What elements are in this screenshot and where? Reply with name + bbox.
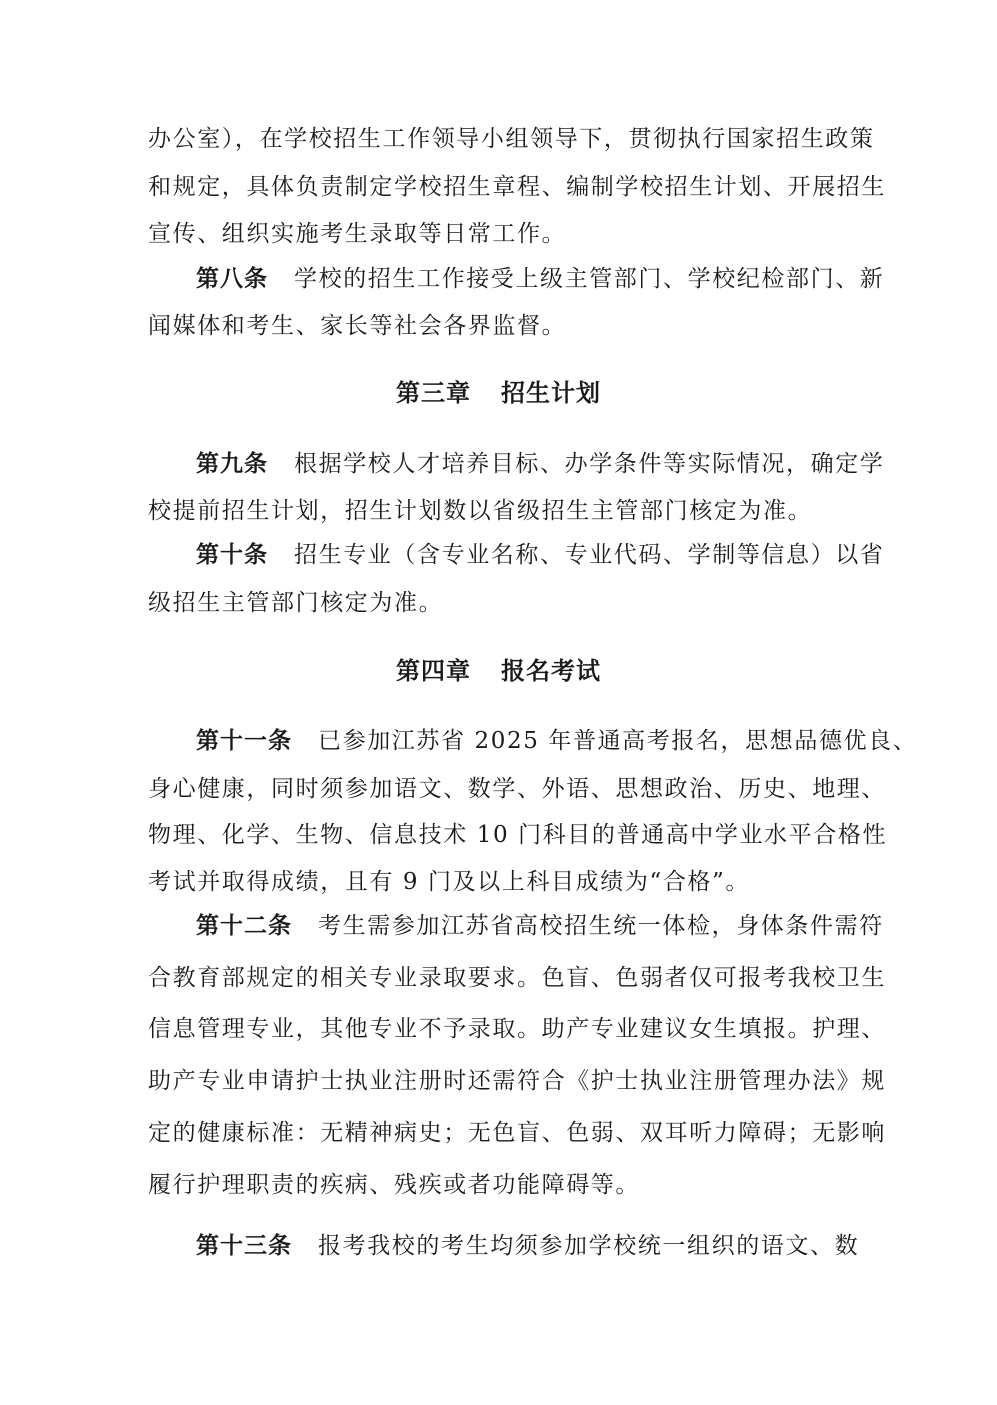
- article-text: 报考我校的考生均须参加学校统一组织的语文、数: [318, 1233, 860, 1259]
- chapter-number: 第三章: [396, 379, 471, 407]
- body-line: 考试并取得成绩，且有 9 门及以上科目成绩为“合格”。: [148, 869, 750, 895]
- article-text: 招生专业（含专业名称、专业代码、学制等信息）以省: [294, 542, 885, 568]
- body-line: 合教育部规定的相关专业录取要求。色盲、色弱者仅可报考我校卫生: [148, 965, 886, 991]
- chapter-title: 招生计划: [501, 379, 601, 407]
- body-line: 定的健康标准：无精神病史；无色盲、色弱、双耳听力障碍；无影响: [148, 1120, 886, 1146]
- article-text: 已参加江苏省 2025 年普通高考报名，思想品德优良、: [318, 728, 918, 754]
- article-label: 第十二条: [196, 913, 292, 939]
- body-line: 闻媒体和考生、家长等社会各界监督。: [148, 313, 567, 339]
- body-line: 宣传、组织实施考生录取等日常工作。: [148, 221, 567, 247]
- article-10-first-line: [196, 540, 885, 570]
- article-label: 第十一条: [196, 728, 292, 754]
- article-8-first-line: [196, 264, 885, 294]
- article-text: 学校的招生工作接受上级主管部门、学校纪检部门、新: [294, 266, 885, 292]
- article-text: 根据学校人才培养目标、办学条件等实际情况，确定学: [294, 451, 885, 477]
- body-line: 信息管理专业，其他专业不予录取。助产专业建议女生填报。护理、: [148, 1016, 886, 1042]
- article-text: 考生需参加江苏省高校招生统一体检，身体条件需符: [318, 913, 884, 939]
- body-line: 履行护理职责的疾病、残疾或者功能障碍等。: [148, 1172, 640, 1198]
- body-line: 级招生主管部门核定为准。: [148, 590, 444, 616]
- chapter-heading: [0, 378, 997, 408]
- chapter-number: 第四章: [396, 657, 471, 685]
- article-11-first-line: [196, 726, 918, 756]
- body-line: 和规定，具体负责制定学校招生章程、编制学校招生计划、开展招生: [148, 174, 886, 200]
- article-13-first-line: [196, 1231, 860, 1261]
- chapter-heading: [0, 656, 997, 686]
- article-label: 第十条: [196, 542, 268, 568]
- article-9-first-line: [196, 449, 885, 479]
- article-label: 第八条: [196, 266, 268, 292]
- article-label: 第九条: [196, 451, 268, 477]
- body-line: 物理、化学、生物、信息技术 10 门科目的普通高中学业水平合格性: [148, 822, 888, 848]
- body-line: 办公室），在学校招生工作领导小组领导下，贯彻执行国家招生政策: [148, 126, 875, 152]
- body-line: 校提前招生计划，招生计划数以省级招生主管部门核定为准。: [148, 498, 813, 524]
- article-label: 第十三条: [196, 1233, 292, 1259]
- body-line: 助产专业申请护士执业注册时还需符合《护士执业注册管理办法》规: [148, 1068, 886, 1094]
- article-12-first-line: [196, 911, 884, 941]
- body-line: 身心健康，同时须参加语文、数学、外语、思想政治、历史、地理、: [148, 776, 886, 802]
- chapter-title: 报名考试: [501, 657, 601, 685]
